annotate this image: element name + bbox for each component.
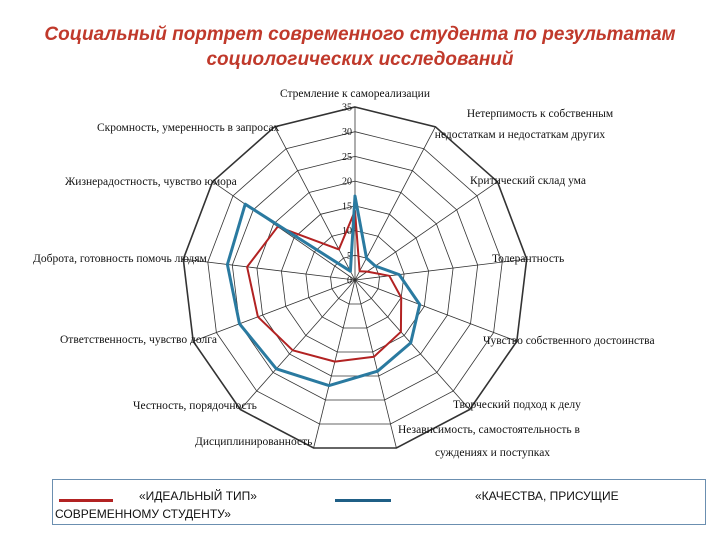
axis-label: Независимость, самостоятельность в суждениях и поступках xyxy=(398,424,580,459)
series-actual-line xyxy=(227,196,419,386)
axis-label: Нетерпимость к собственным недостаткам и недостаткам других xyxy=(434,108,614,141)
tick-label: 35 xyxy=(342,102,352,114)
legend-label-ideal: «ИДЕАЛЬНЫЙ ТИП» xyxy=(139,489,257,503)
tick-label: 10 xyxy=(342,226,352,238)
grid-spoke xyxy=(355,280,470,410)
legend xyxy=(52,479,706,525)
axis-label: Творческий подход к делу xyxy=(453,399,581,411)
legend-label-actual-2: СОВРЕМЕННОМУ СТУДЕНТУ» xyxy=(55,507,231,521)
axis-label: Жизнерадостность, чувство юмора xyxy=(65,176,237,188)
axis-label: Доброта, готовность помочь людям xyxy=(33,253,207,265)
axis-label: Ответственность, чувство долга xyxy=(60,334,218,346)
grid-spoke xyxy=(355,280,396,448)
axis-label: Чувство собственного достоинства xyxy=(483,335,655,347)
axis-label: Скромность, умеренность в запросах xyxy=(97,122,280,134)
radar-series xyxy=(227,196,419,386)
axis-label: Честность, порядочность xyxy=(133,400,257,412)
tick-label: 15 xyxy=(342,201,352,213)
tick-label: 30 xyxy=(342,127,352,139)
legend-swatch-ideal xyxy=(59,499,113,502)
radar-grid xyxy=(183,107,526,448)
axis-label: Критический склад ума xyxy=(470,175,586,187)
tick-label: 25 xyxy=(342,151,352,163)
title-line-2: социологических исследований xyxy=(206,49,514,70)
title-line-1: Социальный портрет современного студента по результатам xyxy=(44,24,676,45)
tick-label: 20 xyxy=(342,176,352,188)
tick-label: 5 xyxy=(347,250,352,262)
tick-label: 0 xyxy=(347,275,352,287)
legend-label-actual-1: «КАЧЕСТВА, ПРИСУЩИЕ xyxy=(475,489,619,503)
axis-label: Толерантность xyxy=(492,253,565,265)
grid-spoke xyxy=(314,280,355,448)
legend-swatch-actual xyxy=(335,499,391,502)
axis-labels xyxy=(33,88,655,459)
axis-label: Стремление к самореализации xyxy=(280,88,430,100)
axis-label: Дисциплинированность xyxy=(195,436,313,448)
